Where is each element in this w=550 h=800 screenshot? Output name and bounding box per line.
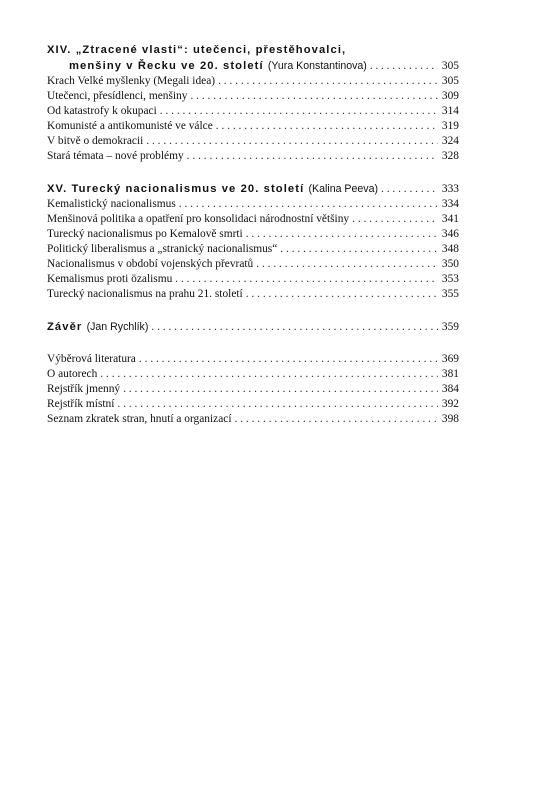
- entry-title: Stará témata – nové problémy: [47, 150, 184, 162]
- toc-entry: [47, 242, 459, 257]
- entry-title: Nacionalismus v období vojenských převratů: [47, 258, 254, 270]
- chapter-heading-row: [47, 58, 459, 74]
- toc-entry: [47, 119, 459, 134]
- toc-entry: [47, 149, 459, 164]
- dot-leader: [246, 227, 438, 242]
- chapter-heading-line1: XIV. „Ztracené vlasti“: utečenci, přestěhovalci,: [47, 44, 347, 56]
- dot-leader: [100, 367, 438, 382]
- entry-title: V bitvě o demokracii: [47, 135, 144, 147]
- toc-section-xiv: [47, 42, 459, 164]
- chapter-author: (Yura Konstantinova): [267, 60, 367, 72]
- page-number: 305: [441, 75, 459, 87]
- page-number: 350: [441, 258, 459, 270]
- toc-entry: [47, 412, 459, 427]
- entry-title: Turecký nacionalismus po Kemalově smrti: [47, 228, 243, 240]
- toc-entry: [47, 212, 459, 227]
- page-number: 328: [441, 150, 459, 162]
- page-number: 324: [441, 135, 459, 147]
- toc-entry: [47, 227, 459, 242]
- entry-title: Politický liberalismus a „stranický nacionalismus“: [47, 243, 278, 255]
- dot-leader: [123, 382, 438, 397]
- dot-leader: [151, 319, 438, 335]
- toc-entry: [47, 89, 459, 104]
- page-number: 333: [441, 183, 459, 195]
- toc-entry: [47, 104, 459, 119]
- page-number: 381: [441, 368, 459, 380]
- page-number: 319: [441, 120, 459, 132]
- chapter-heading-line2: menšiny v Řecku ve 20. století: [69, 60, 264, 72]
- toc-section-appendix: [47, 352, 459, 427]
- entry-title: Komunisté a antikomunisté ve válce: [47, 120, 213, 132]
- dot-leader: [160, 104, 438, 119]
- entry-title: Rejstřík jmenný: [47, 383, 121, 395]
- page-number: 355: [441, 288, 459, 300]
- entry-title: Utečenci, přesídlenci, menšiny: [47, 90, 188, 102]
- table-of-contents: [47, 42, 459, 444]
- page-number: 384: [441, 383, 459, 395]
- chapter-heading-text: [69, 58, 367, 74]
- page-number: 369: [441, 353, 459, 365]
- page-number: 309: [441, 90, 459, 102]
- dot-leader: [280, 242, 438, 257]
- entry-title: Seznam zkratek stran, hnutí a organizací: [47, 413, 232, 425]
- toc-section-xv: [47, 181, 459, 302]
- toc-entry: [47, 367, 459, 382]
- toc-entry: [47, 197, 459, 212]
- chapter-heading: XV. Turecký nacionalismus ve 20. století: [47, 183, 305, 195]
- page-number: 398: [441, 413, 459, 425]
- entry-title: Kemalismus proti özalismu: [47, 273, 173, 285]
- entry-title: Kemalistický nacionalismus: [47, 198, 176, 210]
- entry-title: Rejstřík místní: [47, 398, 115, 410]
- chapter-heading-row: [47, 181, 459, 197]
- dot-leader: [139, 352, 438, 367]
- page-number: 314: [441, 105, 459, 117]
- entry-title: Od katastrofy k okupaci: [47, 105, 157, 117]
- dot-leader: [187, 149, 438, 164]
- dot-leader: [216, 119, 438, 134]
- dot-leader: [146, 134, 438, 149]
- entry-title: Turecký nacionalismus na prahu 21. století: [47, 288, 243, 300]
- page-number: 341: [441, 213, 459, 225]
- chapter-heading-row: [47, 319, 459, 335]
- dot-leader: [381, 181, 438, 197]
- toc-entry: [47, 287, 459, 302]
- toc-entry: [47, 134, 459, 149]
- dot-leader: [352, 212, 438, 227]
- page-number: 334: [441, 198, 459, 210]
- chapter-heading-text: [47, 181, 378, 197]
- entry-title: Menšinová politika a opatření pro konsolidaci národnostní většiny: [47, 213, 350, 225]
- dot-leader: [179, 197, 438, 212]
- toc-entry: [47, 257, 459, 272]
- page-number: 348: [441, 243, 459, 255]
- dot-leader: [246, 287, 438, 302]
- entry-title: O autorech: [47, 368, 98, 380]
- dot-leader: [235, 412, 439, 427]
- page-number: 359: [441, 321, 459, 333]
- page-number: 346: [441, 228, 459, 240]
- toc-entry: [47, 397, 459, 412]
- dot-leader: [175, 272, 438, 287]
- dot-leader: [218, 74, 438, 89]
- page-number: 392: [441, 398, 459, 410]
- toc-entry: [47, 272, 459, 287]
- dot-leader: [190, 89, 438, 104]
- page-number: 353: [441, 273, 459, 285]
- dot-leader: [117, 397, 438, 412]
- toc-section-conclusion: [47, 319, 459, 335]
- entry-title: Krach Velké myšlenky (Megali idea): [47, 75, 216, 87]
- entry-title: Výběrová literatura: [47, 353, 136, 365]
- chapter-heading-text: [47, 319, 148, 335]
- page-number: 305: [441, 60, 459, 72]
- dot-leader: [256, 257, 438, 272]
- chapter-heading: Závěr: [47, 321, 83, 333]
- toc-entry: [47, 74, 459, 89]
- toc-entry: [47, 382, 459, 397]
- chapter-author: (Kalina Peeva): [308, 183, 378, 195]
- dot-leader: [370, 58, 438, 74]
- chapter-author: (Jan Rychlík): [86, 321, 149, 333]
- toc-entry: [47, 352, 459, 367]
